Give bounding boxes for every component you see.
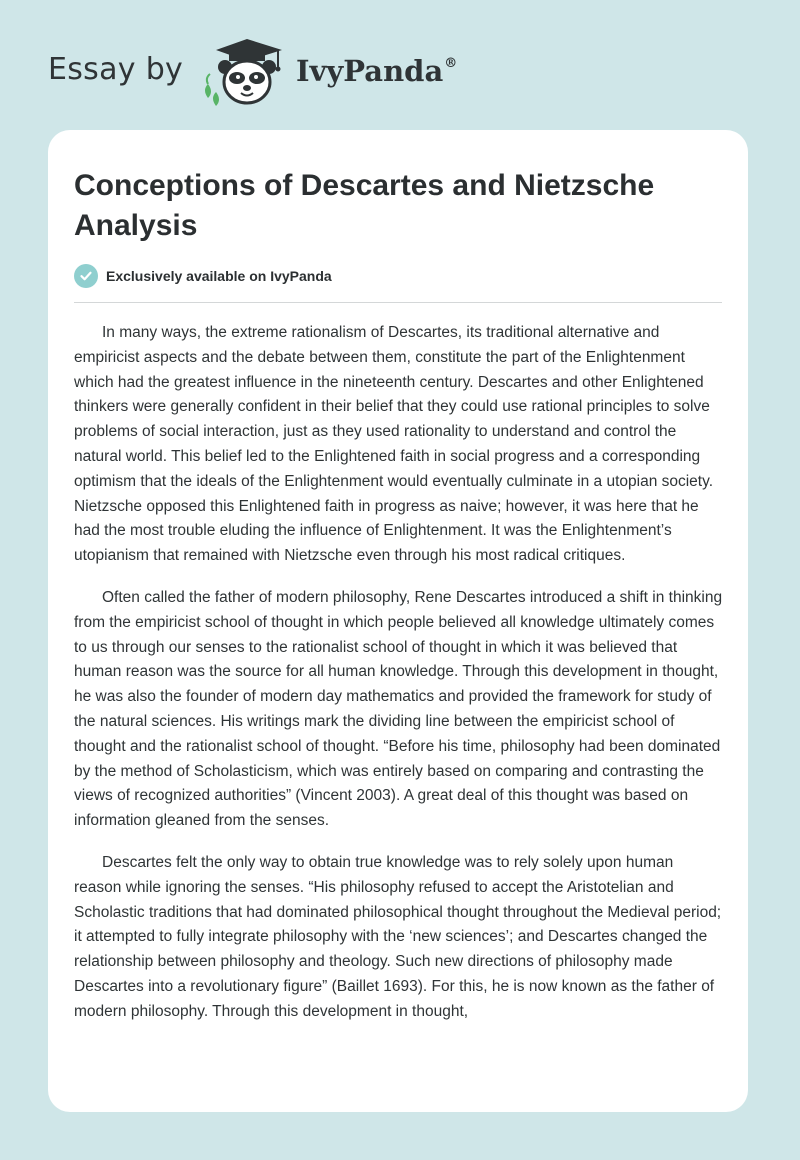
paragraph: Often called the father of modern philosophy, Rene Descartes introduced a shift in thinking from the empiricist school of thought in which people believed all knowledge ultimately comes to us through our senses to the rationalist school of thought in which it was believed that human reason was the source for all human knowledge. Through this development in thought, he was also the founder of modern day mathematics and provided the framework for study of the natural sciences. His writings mark the dividing line between the empiricist school of thought and the rationalist school of thought. “Before his time, philosophy had been dominated by the method of Scholasticism, which was entirely based on comparing and contrasting the views of recognized authorities” (Vincent 2003). A great deal of this thought was based on information gleaned from the senses. [74, 588, 723, 830]
divider [74, 302, 722, 303]
essay-by-label: Essay by [48, 52, 184, 87]
exclusive-badge [74, 264, 332, 288]
check-icon [74, 264, 98, 288]
panda-graduate-icon [202, 36, 292, 108]
registered-mark: ® [444, 56, 458, 71]
essay-card [48, 130, 748, 1112]
exclusive-label: Exclusively available on IvyPanda [106, 268, 332, 284]
paragraph: In many ways, the extreme rationalism of Descartes, its traditional alternative and empiricist aspects and the debate between them, constitute the part of the Enlightenment which had the greatest influence in the nineteenth century. Descartes and other Enlightened thinkers were generally confident in their belief that they could use rational principles to solve problems of social interaction, just as they used rationality to understand and control the natural world. This belief led to the Enlightened faith in social progress and a corresponding optimism that the ideals of the Enlightenment would eventually culminate in a utopian society. Nietzsche opposed this Enlightened faith in progress as naive; however, it was here that he had the most trouble eluding the influence of Enlightenment. It was the Enlightenment’s utopianism that remained with Nietzsche even through his most radical critiques. [74, 324, 714, 565]
paragraph: Descartes felt the only way to obtain true knowledge was to rely solely upon human reason while ignoring the senses. “His philosophy refused to accept the Aristotelian and Scholastic traditions that had dominated philosophical thought throughout the Medieval period; it attempted to fully integrate philosophy with the ‘new sciences’; and Descartes changed the relationship between philosophy and theology. Such new directions of philosophy made Descartes into a revolutionary figure” (Baillet 1693). For this, he is now known as the father of modern philosophy. Through this development in thought, [74, 853, 722, 1020]
page-title: Conceptions of Descartes and Nietzsche Analysis [74, 169, 655, 242]
essay-body [74, 321, 724, 1042]
brand-label: IvyPanda [296, 54, 444, 88]
brand-name [296, 54, 457, 88]
site-header [48, 30, 548, 110]
